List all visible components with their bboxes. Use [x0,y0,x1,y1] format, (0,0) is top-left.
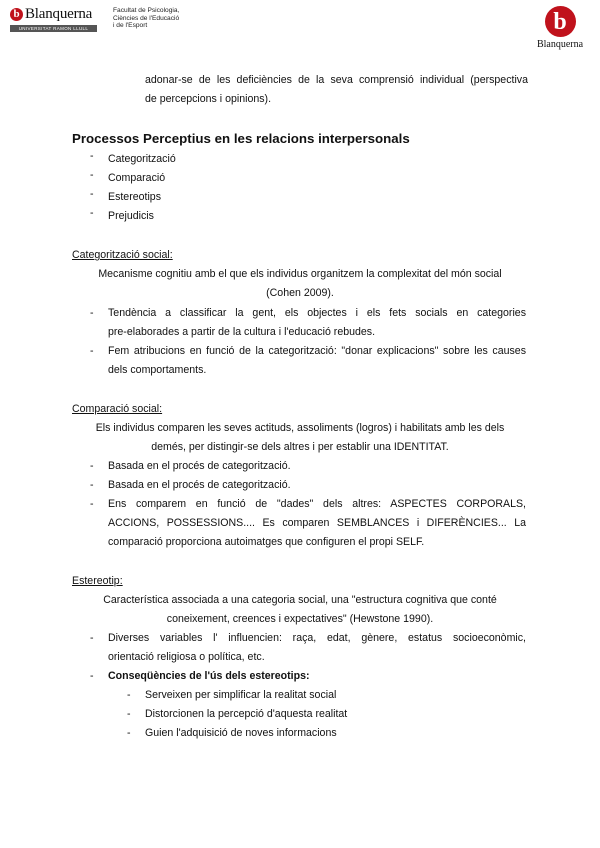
logo-subtitle: UNIVERSITAT RAMON LLULL [10,25,97,32]
bullet-text: Tendència a classificar la gent, els objectes i els fets socials en categories [108,307,526,319]
sub-bullet-text: Guien l'adquisició de noves informacions [145,727,337,739]
bullet: - [90,670,94,682]
process-item: Prejudicis [108,210,154,222]
subsection-title: Comparació social: [72,403,163,415]
sub-bullet-text: Distorcionen la percepció d'aquesta realitat [145,708,348,720]
bullet-text: ACCIONS, POSSESSIONS.... Es comparen SEMBLANCES i DIFERÈNCIES... La [108,517,526,529]
bullet-text: Basada en el procés de categorització. [108,460,291,472]
bullet-text: orientació religiosa o política, etc. [108,651,265,663]
faculty-name [113,7,179,30]
seal-name: Blanquerna [536,39,584,50]
seal-mark: b [545,6,576,37]
definition-line: Els individus comparen les seves actituds, assoliments (logros) i habilitats amb les dels [95,422,505,434]
faculty-line: Facultat de Psicologia, [113,7,180,14]
bullet: - [90,150,94,162]
definition-line: demés, per distingir-se dels altres i per establir una IDENTITAT. [151,441,449,453]
bullet-text: Basada en el procés de categorització. [108,479,291,491]
bullet-text: comparació proporciona autoimatges que configuren el propi SELF. [108,536,425,548]
sub-bullet: - [127,727,131,739]
bullet: - [90,345,94,357]
bullet: - [90,460,94,472]
intro-line: de percepcions i opinions). [145,93,272,105]
bullet: - [90,632,94,644]
bullet-text: dels comportaments. [108,364,207,376]
subsection-title: Categorització social: [72,249,173,261]
bullet: - [90,479,94,491]
bullet-text: Diverses variables l' influencien: raça, edat, gènere, estatus socioeconòmic, [108,632,526,644]
logo-name: Blanquerna [25,6,93,22]
subsection-title: Estereotip: [72,575,123,587]
bullet: - [90,498,94,510]
bullet: - [90,207,94,219]
definition-line: Característica associada a una categoria social, una "estructura cognitiva que conté [103,594,497,606]
section-title: Processos Perceptius en les relacions interpersonals [72,131,410,146]
faculty-line: Ciències de l'Educació [113,14,180,22]
logo-mark: b [10,8,23,21]
bullet: - [90,169,94,181]
process-item: Categorització [108,153,176,165]
university-logo [10,7,97,32]
sub-bullet-text: Serveixen per simplificar la realitat social [145,689,337,701]
bullet-text: Fem atribucions en funció de la categorització: "donar explicacions" sobre les causes [108,345,526,357]
faculty-line: i de l'Esport [113,22,148,30]
bullet: - [90,307,94,319]
definition-line: coneixement, creences i expectatives" (Hewstone 1990). [166,613,434,625]
bullet-text-bold: Conseqüències de l'ús dels estereotips: [108,670,310,682]
definition-line: Mecanisme cognitiu amb el que els individus organitzem la complexitat del món social [98,268,502,280]
definition-line: (Cohen 2009). [266,287,334,299]
process-item: Comparació [108,172,166,184]
process-item: Estereotips [108,191,161,203]
intro-line: adonar-se de les deficiències de la seva comprensió individual (perspectiva [145,74,528,86]
sub-bullet: - [127,708,131,720]
bullet-text: pre-elaborades a partir de la cultura i l'educació rebudes. [108,326,376,338]
sub-bullet: - [127,689,131,701]
bullet-text: Ens comparem en funció de "dades" dels altres: ASPECTES CORPORALS, [108,498,526,510]
bullet: - [90,188,94,200]
blanquerna-seal [532,6,588,50]
